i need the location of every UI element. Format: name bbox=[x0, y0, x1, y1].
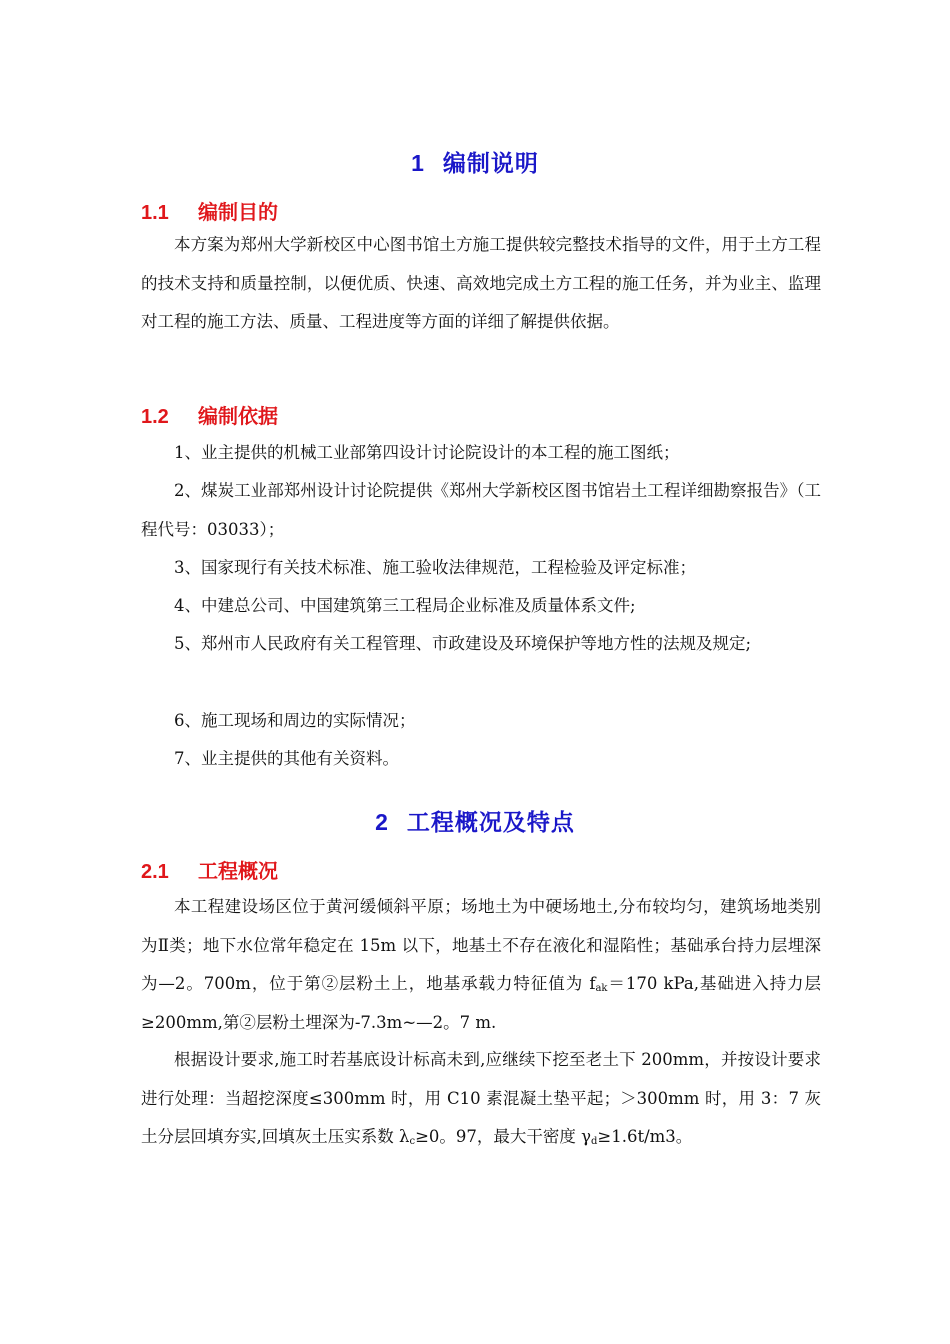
basis-item: 2、煤炭工业部郑州设计讨论院提供《郑州大学新校区图书馆岩土工程详细勘察报告》（工程代号：03033）； bbox=[141, 481, 821, 539]
subscript: d bbox=[591, 1136, 598, 1147]
basis-item: 7、业主提供的其他有关资料。 bbox=[174, 749, 399, 768]
subsection-2-1-heading bbox=[141, 855, 278, 884]
text-run: 根据设计要求,施工时若基底设计标高未到,应继续下挖至老土下 200mm，并按设计要求进行处理：当超挖深度≤300mm 时，用 C10 素混凝土垫平起；＞300mm 时，用 3：7 灰土分层回填夯实,回填灰土压实系数 λ bbox=[141, 1050, 821, 1146]
basis-item: 3、国家现行有关技术标准、施工验收法律规范，工程检验及评定标准； bbox=[174, 558, 696, 577]
section-number: 1 bbox=[411, 150, 425, 176]
section-title: 编制说明 bbox=[442, 150, 539, 176]
basis-item: 6、施工现场和周边的实际情况； bbox=[174, 711, 416, 730]
purpose-paragraph: 本方案为郑州大学新校区中心图书馆土方施工提供较完整技术指导的文件，用于土方工程的技术支持和质量控制，以便优质、快速、高效地完成土方工程的施工任务，并为业主、监理对工程的施工方法、质量、工程进度等方面的详细了解提供依据。 bbox=[141, 235, 821, 331]
subsection-title: 工程概况 bbox=[198, 861, 278, 883]
subsection-title: 编制目的 bbox=[198, 202, 278, 224]
subsection-number: 1.2 bbox=[141, 406, 169, 428]
section-1-heading bbox=[0, 145, 950, 178]
basis-item: 5、郑州市人民政府有关工程管理、市政建设及环境保护等地方性的法规及规定; bbox=[174, 634, 752, 653]
subsection-1-1-heading bbox=[141, 196, 278, 225]
text-run: ≥0。97，最大干密度 γ bbox=[415, 1127, 591, 1146]
subscript: ak bbox=[595, 983, 608, 994]
text-run: 本工程建设场区位于黄河缓倾斜平原；场地土为中硬场地土,分布较均匀，建筑场地类别为Ⅱ类；地下水位常年稳定在 15m 以下，地基土不存在液化和湿陷性；基础承台持力层埋深为—2。700m，位于第②层粉土上，地基承载力特征值为 f bbox=[141, 897, 821, 993]
overview-paragraph-2 bbox=[141, 1041, 821, 1157]
section-2-heading bbox=[0, 804, 950, 837]
text-run: ＝170 kPa,基础进入持力层≥200mm,第②层粉土埋深为-7.3m~—2。7 m. bbox=[141, 974, 821, 1032]
subsection-number: 1.1 bbox=[141, 202, 169, 224]
section-title: 工程概况及特点 bbox=[406, 809, 575, 835]
section-number: 2 bbox=[375, 809, 389, 835]
subsection-1-2-heading bbox=[141, 400, 278, 429]
basis-item: 1、业主提供的机械工业部第四设计讨论院设计的本工程的施工图纸； bbox=[174, 443, 680, 462]
overview-paragraph-1 bbox=[141, 888, 821, 1042]
basis-item: 4、中建总公司、中国建筑第三工程局企业标准及质量体系文件; bbox=[174, 596, 636, 615]
text-run: ≥1.6t/m3。 bbox=[597, 1127, 693, 1146]
subsection-number: 2.1 bbox=[141, 861, 169, 883]
subscript: c bbox=[409, 1136, 416, 1147]
subsection-title: 编制依据 bbox=[198, 406, 278, 428]
